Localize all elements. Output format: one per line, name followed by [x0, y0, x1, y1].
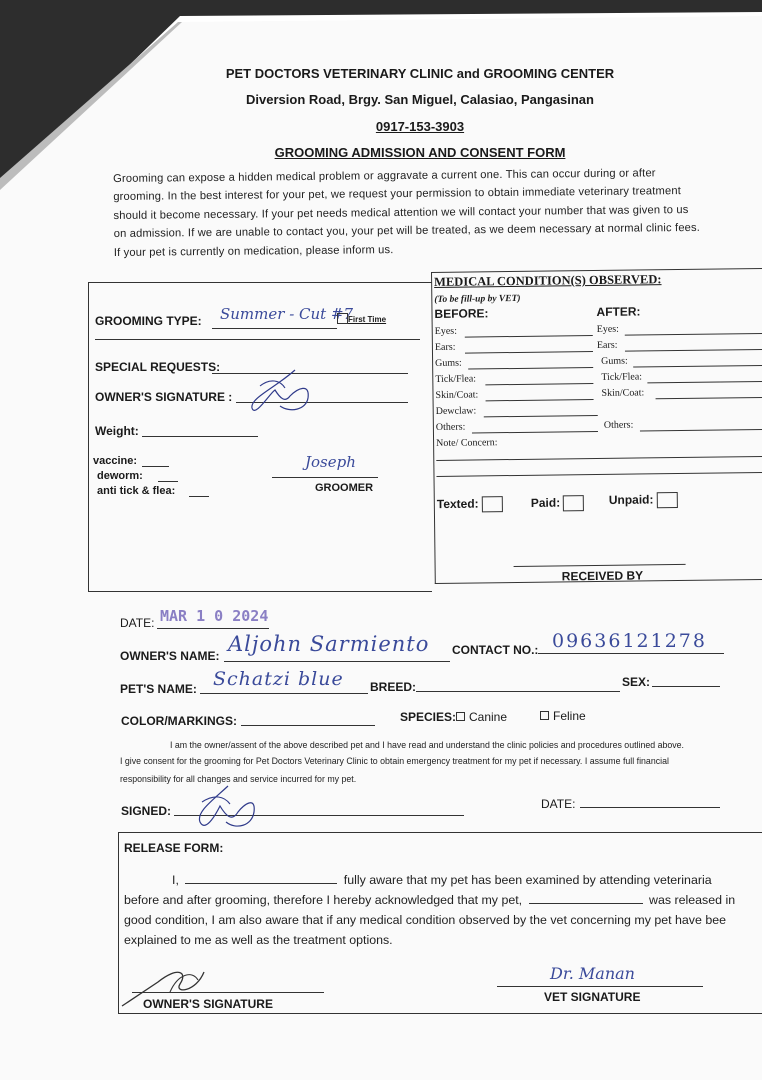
intro-line: If your pet is currently on medication, please inform us.	[113, 243, 394, 259]
date-stamp: MAR 1 0 2024	[160, 607, 269, 625]
vet-signature-label: VET SIGNATURE	[544, 990, 641, 1004]
after-ears-field[interactable]	[625, 349, 762, 352]
color-field[interactable]	[241, 725, 375, 726]
weight-field[interactable]	[142, 436, 258, 437]
before-others-label: Others:	[435, 421, 466, 433]
after-label: AFTER:	[596, 304, 641, 319]
canine-checkbox[interactable]	[456, 712, 465, 721]
intro-line: on admission. If we are unable to contact you, your pet will be treated, as we deem necessary at normal clinic fees.	[113, 222, 701, 241]
before-ears-field[interactable]	[465, 351, 593, 354]
before-skincoat-label: Skin/Coat:	[435, 389, 479, 401]
medical-section	[431, 268, 762, 584]
note-line-2[interactable]	[436, 472, 762, 477]
owner-name-value[interactable]: Aljohn Sarmiento	[228, 632, 430, 656]
before-gums-field[interactable]	[468, 367, 593, 370]
release-owner-signature-field[interactable]	[132, 992, 324, 993]
note-concern-label: Note/ Concern:	[436, 437, 498, 449]
before-skincoat-field[interactable]	[486, 399, 594, 401]
feline-label: Feline	[553, 709, 586, 723]
consent-date-field[interactable]	[580, 807, 720, 808]
owner-signature-label: OWNER'S SIGNATURE :	[95, 390, 233, 404]
intro-paragraph	[113, 164, 724, 262]
owner-signature-footer-label: OWNER'S SIGNATURE	[143, 997, 273, 1011]
medical-title: MEDICAL CONDITION(S) OBSERVED:	[434, 272, 662, 289]
release-line-1a: I,	[172, 873, 179, 887]
after-others-label: Others:	[603, 419, 634, 431]
before-eyes-field[interactable]	[465, 335, 593, 338]
first-time-label: First Time	[348, 315, 387, 324]
after-others-field[interactable]	[640, 429, 762, 432]
consent-date-label: DATE:	[541, 797, 576, 811]
weight-label: Weight:	[95, 424, 139, 438]
unpaid-label: Unpaid:	[608, 492, 654, 508]
note-line-1[interactable]	[436, 456, 762, 461]
owner-signature-mark	[240, 368, 320, 418]
clinic-name: PET DOCTORS VETERINARY CLINIC and GROOMING CENTER	[225, 66, 615, 81]
deworm-field[interactable]	[158, 481, 178, 482]
before-ears-label: Ears:	[434, 341, 456, 353]
vaccine-field[interactable]	[142, 466, 169, 467]
sex-label: SEX:	[622, 675, 651, 689]
texted-checkbox[interactable]	[482, 496, 503, 512]
date-field[interactable]	[157, 628, 269, 629]
breed-label: BREED:	[370, 680, 417, 694]
release-paragraph	[124, 870, 762, 950]
texted-label: Texted:	[436, 496, 479, 512]
clinic-phone: 0917-153-3903	[375, 119, 465, 134]
after-eyes-label: Eyes:	[596, 323, 619, 335]
texted-status	[437, 496, 503, 513]
groomer-name: Joseph	[305, 453, 356, 471]
owner-name-label: OWNER'S NAME:	[120, 649, 220, 663]
release-line-2b: was released in	[649, 893, 736, 907]
special-requests-label: SPECIAL REQUESTS:	[95, 360, 221, 374]
after-tickflea-label: Tick/Flea:	[601, 371, 643, 383]
color-label: COLOR/MARKINGS:	[121, 714, 237, 728]
release-line-3: good condition, I am also aware that if any medical condition observed by the vet concerning my pet have bee	[124, 913, 726, 927]
grooming-type-label: GROOMING TYPE:	[95, 314, 202, 328]
vet-signature-field[interactable]	[497, 986, 703, 987]
intro-line: Grooming can expose a hidden medical problem or aggravate a current one. This can occur during or after	[113, 167, 656, 185]
after-ears-label: Ears:	[596, 339, 618, 351]
form-title: GROOMING ADMISSION AND CONSENT FORM	[274, 145, 566, 160]
before-others-field[interactable]	[472, 431, 598, 434]
received-by-label: RECEIVED BY	[561, 568, 644, 584]
after-gums-label: Gums:	[601, 355, 628, 367]
contact-label: CONTACT NO.:	[452, 643, 539, 657]
deworm-label: deworm:	[97, 470, 143, 482]
paid-label: Paid:	[530, 495, 561, 510]
feline-option[interactable]	[540, 709, 586, 723]
grooming-type-value[interactable]: Summer - Cut #7	[220, 305, 354, 323]
canine-label: Canine	[469, 710, 508, 724]
release-line-2a: before and after grooming, therefore I hereby acknowledged that my pet,	[124, 893, 523, 907]
pet-name-label: PET'S NAME:	[120, 682, 197, 696]
release-line-4: explained to me as well as the treatment options.	[124, 933, 393, 947]
unpaid-checkbox[interactable]	[656, 492, 677, 508]
after-eyes-field[interactable]	[625, 333, 762, 336]
species-label: SPECIES:	[400, 710, 457, 724]
groomer-label: GROOMER	[315, 482, 374, 494]
vaccine-label: vaccine:	[93, 455, 138, 467]
breed-field[interactable]	[416, 691, 620, 692]
intro-line: should it become necessary. If your pet needs medical attention we will contact your number that was given to us	[113, 203, 689, 222]
consent-line-3: responsibility for all changes and service incurred for my pet.	[120, 774, 357, 784]
after-skincoat-label: Skin/Coat:	[601, 387, 645, 399]
consent-line-1: I am the owner/assent of the above described pet and I have read and understand the clinic policies and procedures outlined above.	[170, 740, 684, 750]
date-label: DATE:	[120, 616, 155, 630]
before-dewclaw-field[interactable]	[484, 415, 598, 417]
release-title: RELEASE FORM:	[124, 841, 224, 855]
consent-line-2: I give consent for the grooming for Pet Doctors Veterinary Clinic to obtain emergency treatment for my pet if necessary. I assume full financial	[120, 756, 669, 766]
before-gums-label: Gums:	[435, 357, 462, 369]
after-gums-field[interactable]	[633, 365, 762, 368]
canine-option[interactable]	[456, 710, 507, 724]
before-eyes-label: Eyes:	[434, 325, 458, 337]
feline-checkbox[interactable]	[540, 711, 549, 720]
paid-checkbox[interactable]	[563, 495, 584, 511]
tick-flea-label: anti tick & flea:	[97, 485, 176, 497]
sex-field[interactable]	[652, 686, 720, 687]
before-dewclaw-label: Dewclaw:	[435, 405, 477, 417]
before-tickflea-label: Tick/Flea:	[435, 373, 477, 385]
before-tickflea-field[interactable]	[485, 383, 593, 385]
signed-label: SIGNED:	[121, 804, 172, 818]
pet-name-value[interactable]: Schatzi blue	[213, 668, 344, 690]
release-line-2	[124, 890, 762, 910]
tick-flea-field[interactable]	[189, 496, 209, 497]
after-skincoat-field[interactable]	[656, 397, 762, 399]
after-tickflea-field[interactable]	[647, 381, 762, 384]
contact-value[interactable]: 09636121278	[552, 630, 707, 652]
release-line-1b: fully aware that my pet has been examined by attending veterinaria	[343, 873, 712, 887]
consent-signature-mark	[188, 782, 268, 836]
first-time-checkbox[interactable]	[337, 313, 348, 324]
vet-signature-mark: Dr. Manan	[550, 964, 635, 983]
release-owner-field[interactable]	[185, 883, 337, 884]
release-line-1	[124, 870, 762, 890]
intro-line: grooming. In the best interest for your pet, we request your permission to obtain immediate veterinary treatment	[113, 185, 682, 204]
release-pet-field[interactable]	[529, 903, 643, 904]
received-by-field[interactable]	[514, 564, 686, 567]
before-label: BEFORE:	[434, 306, 489, 321]
medical-subtitle: (To be fill-up by VET)	[434, 293, 521, 305]
paid-status	[531, 495, 585, 512]
unpaid-status	[609, 492, 678, 509]
clinic-address: Diversion Road, Brgy. San Miguel, Calasiao, Pangasinan	[246, 92, 594, 107]
